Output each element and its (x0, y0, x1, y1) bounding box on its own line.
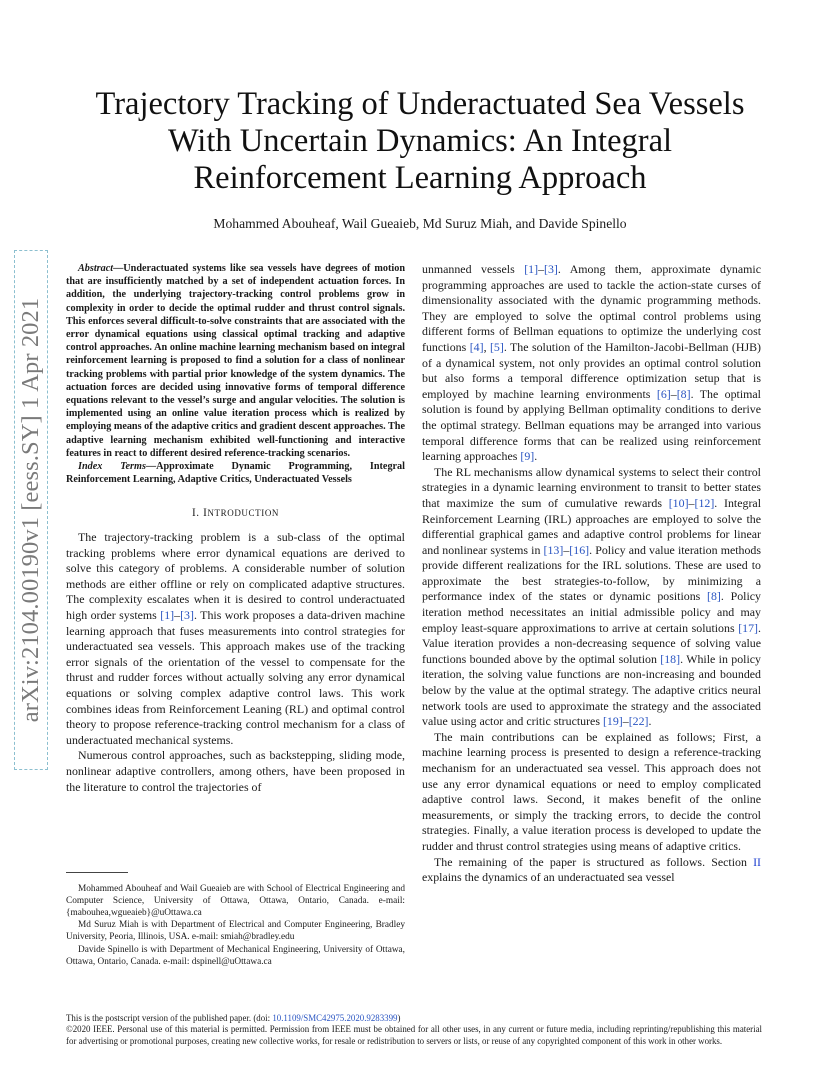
author-list: Mohammed Abouheaf, Wail Gueaieb, Md Suruz Miah, and Davide Spinello (213, 216, 627, 231)
section-link[interactable]: II (753, 854, 761, 869)
text-run: . Among them, approximate dynamic programming approaches are used to tackle the action-state curses of dimensionality associated with the dynamic programming methods. They are employed to solve the optimal control problems using different forms of Bellman equations to optimize the underlying cost functions (422, 262, 761, 354)
text-run: . Value iteration provides a non-decreasing sequence of solving value functions bounded above by the optimal solution (422, 620, 761, 666)
title-line: Trajectory Tracking of Underactuated Sea Vessels (95, 86, 745, 122)
postscript-note (66, 1013, 762, 1024)
citation-link[interactable]: [4] (469, 339, 484, 354)
index-terms: Index Terms—Approximate Dynamic Programming, Integral Reinforcement Learning, Adaptive Critics, Underactuated Vessels (66, 461, 405, 486)
citation-link[interactable]: [18] (660, 651, 681, 666)
citation-link[interactable]: [16] (569, 542, 590, 557)
structure-paragraph (422, 855, 761, 886)
paper-title (70, 86, 770, 197)
citation-link[interactable]: [5] (489, 339, 504, 354)
index-terms-text: Approximate Dynamic Programming, Integral Reinforcement Learning, Adaptive Critics, Underactuated Vessels (66, 461, 405, 486)
footnote: Davide Spinello is with Department of Mechanical Engineering, University of Ottawa, Ottawa, Ontario, Canada. e-mail: dspinell@uOttawa.ca (66, 944, 405, 967)
abstract: Abstract—Underactuated systems like sea vessels have degrees of motion that are insufficiently matched by a set of independent actuation forces. In addition, the underlying trajectory-tracking control problems grow in complexity in order to decide the optimal rudder and thrust control signals. This enforces several difficult-to-solve constraints that are associated with the error dynamical equations using classical optimal tracking and adaptive control approaches. An online machine learning mechanism based on integral reinforcement learning is proposed to find a solution for a class of nonlinear tracking problems with partial prior knowledge of the system dynamics. The actuation forces are decided using innovative forms of temporal difference equations relevant to the vessel’s surge and angular velocities. The solution is implemented using an online value iteration process which is realized by employing means of the adaptive critics and gradient descent approaches. The adaptive learning mechanism exhibited well-functioning and interactive features in react to different desired reference-tracking scenarios. (66, 263, 405, 459)
left-column (66, 262, 405, 795)
citation-link[interactable]: [3] (180, 608, 194, 623)
footnote-divider (66, 872, 128, 873)
index-terms-label: Index Terms (78, 461, 146, 473)
citation-link[interactable]: [10] (668, 495, 689, 510)
text-run: . This work proposes a data-driven machine learning approach that fuses measurements into control strategies for underactuated sea vessels. This approach makes use of the tracking error signals of the orientation of the vessel to compensate for the thrust and rudder forces without actually solving any error dynamical equations or solving complex adaptive control laws. This work combines ideas from Reinforcement Leaning (RL) and optimal control theory to propose reference-tracking control mechanism for a class of underactuated mechanical systems. (66, 608, 406, 747)
citation-link[interactable]: [8] (707, 589, 721, 604)
arxiv-id: arXiv:2104.00190v1 [eess.SY] 1 Apr 2021 (17, 297, 44, 723)
section-title-rest: NTRODUCTION (207, 508, 280, 519)
citation-link[interactable]: [19] (602, 714, 623, 729)
citation-link[interactable]: [1] (524, 262, 539, 276)
text-run: . Policy iteration method necessitates an initial admissible policy and may employ least-square approximations to arrive at certain solutions (422, 589, 761, 635)
publication-notice (66, 1013, 762, 1047)
intro-paragraph-2: Numerous control approaches, such as backstepping, sliding mode, nonlinear adaptive controllers, among others, have been proposed in the literature to control the trajectories of (66, 748, 405, 794)
section-heading (66, 506, 405, 522)
contributions-paragraph: The main contributions can be explained as follows; First, a machine learning process is presented to design a reference-tracking mechanism for an underactuated sea vessel. This approach does not use any error dynamical equations or need to employ complicated adaptive control laws. Second, it makes benefit of the online measurements, or simply the tracking errors, to decide the control strategies. Finally, a value iteration process is developed to update the rudder and thrust control strategies using means of adaptive critics. (422, 729, 761, 853)
text-run: . Policy and value iteration methods provide different realizations for the IRL solutions. These are used to approximate the best strategies-to-follow, by minimizing a performance index of the states or dynamic positions (422, 542, 761, 604)
title-line: Reinforcement Learning Approach (193, 160, 647, 196)
citation-link[interactable]: [22] (628, 714, 649, 729)
section-number: I. (191, 507, 200, 520)
section-first-letter: I (203, 507, 208, 520)
citation-link[interactable]: [9] (520, 449, 535, 464)
text-run: The remaining of the paper is structured as follows. Section (434, 854, 754, 869)
body-paragraph: The RL mechanisms allow dynamical systems to select their control strategies in a dynamic learning environment to transit to better states that maximize the sum of cumulative rewards [10]–[12]. Integral Reinforcement Learning (IRL) approaches are employed to solve the differential graphical games and adaptive control problems for linear and nonlinear systems in [13]–[16]. Policy and value iteration methods provide different realizations for the IRL solutions. These are used to approximate the best strategies-to-follow, by minimizing a performance index of the states or dynamic positions [8]. Policy iteration method necessitates an initial admissible policy and may employ least-square approximations to arrive at certain solutions [17]. Value iteration provides a non-decreasing sequence of solving value functions bounded above by the optimal solution [18]. While in policy iteration, the solving value functions are non-increasing and bounded below by the value at the optimal strategy. The adaptive critics neural network tools are used to approximate the strategy and the associated value using actor and critic structures [19]–[22]. (422, 464, 761, 729)
citation-link[interactable]: [13] (543, 542, 564, 557)
doi-link[interactable]: 10.1109/SMC42975.2020.9283399 (272, 1013, 398, 1023)
citation-link[interactable]: [8] (676, 386, 691, 401)
text-run: The RL mechanisms allow dynamical systems to select their control strategies in a dynamic learning environment to transit to better states that maximize the sum of cumulative rewards (422, 464, 761, 510)
abstract-text: Underactuated systems like sea vessels have degrees of motion that are insufficiently matched by a set of independent actuation forces. In addition, the underlying trajectory-tracking control problems grow in complexity in order to decide the optimal rudder and thrust control signals. This enforces several difficult-to-solve constraints that are associated with the error dynamical equations using classical optimal tracking and adaptive control approaches. An online machine learning mechanism based on integral reinforcement learning is proposed to find a solution for a class of nonlinear tracking problems with partial prior knowledge of the system dynamics. The actuation forces are decided using innovative forms of temporal difference equations relevant to the vessel’s surge and angular velocities. The solution is implemented using an online value iteration process which is realized by employing means of the adaptive critics and gradient descent approaches. The adaptive learning mechanism exhibited well-functioning and interactive features in react to different desired reference-tracking scenarios. (66, 263, 405, 459)
citation-link[interactable]: [1] (160, 608, 175, 623)
text-run: . The optimal solution is found by applying Bellman optimality conditions to derive the optimal strategy. Bellman equations may be arranged into various temporal difference forms that can be realized using reinforcement learning approaches (422, 386, 761, 464)
right-column (422, 262, 761, 886)
copyright-notice: ©2020 IEEE. Personal use of this material is permitted. Permission from IEEE must be obtained for all other uses, in any current or future media, including reprinting/republishing this material for advertising or promotional purposes, creating new collective works, for resale or redistribution to servers or lists, or reuse of any copyrighted component of this work in other works. (66, 1024, 762, 1046)
intro-paragraph-1: The trajectory-tracking problem is a sub-class of the optimal tracking problems where error dynamical equations are derived to solve this category of problems. A considerable number of solution methods are either offline or rely on complicated adaptive structures. The complexity escalates when it is desired to control underactuated high order systems [1]–[3]. This work proposes a data-driven machine learning approach that fuses measurements into control strategies for underactuated sea vessels. This approach makes use of the tracking error signals of the orientation of the vessel to compensate for the thrust and rudder forces without actually solving any error dynamical equations or solving complex adaptive control laws. This work combines ideas from Reinforcement Leaning (RL) and optimal control theory to propose reference-tracking control mechanism for a class of underactuated mechanical systems. (66, 530, 406, 747)
citation-link[interactable]: [12] (694, 495, 715, 510)
text-run: . While in policy iteration, the solving value functions are non-increasing and bounded below by the value at the optimal strategy. The adaptive critics neural network tools are used to approximate the strategy and the associated value using actor and critic structures (422, 651, 761, 729)
text-run: ) (397, 1013, 401, 1023)
citation-link[interactable]: [6] (656, 386, 671, 401)
arxiv-stamp (14, 250, 48, 770)
text-run: . The solution of the Hamilton-Jacobi-Bellman (HJB) of a dynamical system, not only provides an optimal control solution but also forms a temporal difference optimization setup that is employed by machine learning environments (422, 339, 761, 401)
footnote: Md Suruz Miah is with Department of Electrical and Computer Engineering, Bradley University, Peoria, Illinois, USA. e-mail: smiah@bradley.edu (66, 920, 405, 943)
body-paragraph: unmanned vessels [1]–[3]. Among them, approximate dynamic programming approaches are used to tackle the action-state curses of dimensionality associated with the dynamic programming methods. They are employed to solve the optimal control problems using different forms of Bellman equations to optimize the underlying cost functions [4], [5]. The solution of the Hamilton-Jacobi-Bellman (HJB) of a dynamical system, not only provides an optimal control solution but also forms a temporal difference optimization setup that is employed by machine learning environments [6]–[8]. The optimal solution is found by applying Bellman optimality conditions to derive the optimal strategy. Bellman equations may be arranged into various temporal difference forms that can be realized using reinforcement learning approaches [9]. (422, 262, 761, 464)
title-line: With Uncertain Dynamics: An Integral (167, 123, 673, 159)
citation-link[interactable]: [17] (738, 620, 759, 635)
citation-link[interactable]: [3] (544, 262, 558, 276)
abstract-label: Abstract (78, 263, 114, 274)
text-run: unmanned vessels (422, 262, 525, 276)
text-run: This is the postscript version of the published paper. (doi: (66, 1013, 273, 1023)
text-run: . Integral Reinforcement Learning (IRL) approaches are employed to solve the differential graphical games and adaptive control problems for linear and nonlinear systems in (422, 495, 761, 557)
footnotes (66, 884, 405, 970)
text-run: The trajectory-tracking problem is a sub-class of the optimal tracking problems where error dynamical equations are derived to solve this category of problems. A considerable number of solution methods are either offline or rely on complicated adaptive structures. The complexity escalates when it is desired to control underactuated high order systems (66, 530, 405, 623)
footnote: Mohammed Abouheaf and Wail Gueaieb are with School of Electrical Engineering and Computer Science, University of Ottawa, Ottawa, Ontario, Canada. e-mail: {mabouhea,wgueaieb}@uOttawa.ca (66, 884, 405, 918)
text-run: explains the dynamics of an underactuated sea vessel (422, 870, 675, 885)
